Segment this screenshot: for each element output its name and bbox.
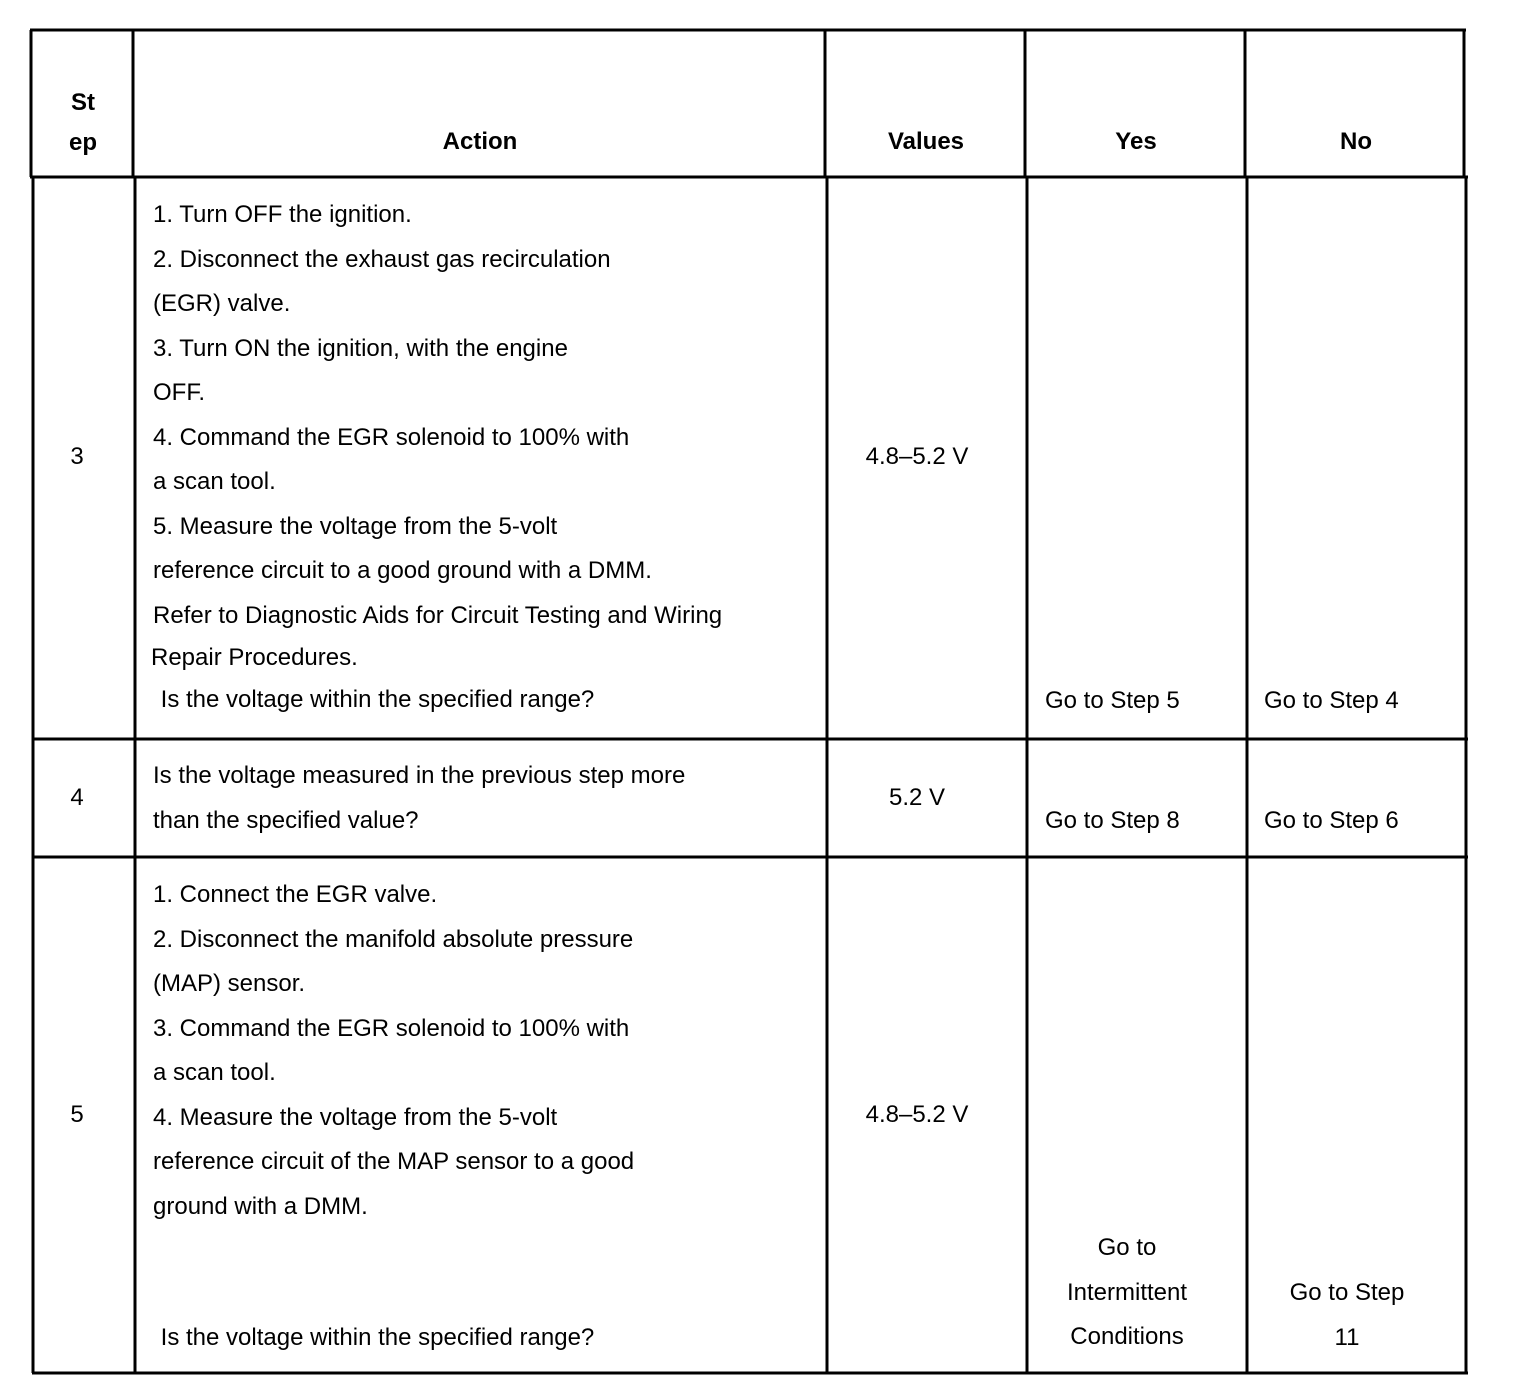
row-5-action-line: a scan tool. [153, 1059, 276, 1086]
row-5-action-line: ground with a DMM. [153, 1192, 368, 1220]
row-5-value: 4.8–5.2 V [865, 1101, 969, 1128]
row-4-yes: Go to Step 8 [1045, 807, 1180, 834]
row-3-action-line: 3. Turn ON the ignition, with the engine [153, 334, 568, 362]
row-5-no [1247, 1271, 1447, 1360]
header-step-line2: ep [68, 129, 97, 156]
header-yes: Yes [1115, 128, 1157, 155]
row-3-action-line: 1. Turn OFF the ignition. [153, 201, 412, 228]
row-4-step: 4 [70, 784, 84, 811]
row-5-yes-line: Go to [1097, 1234, 1157, 1261]
row-4-action [153, 754, 823, 843]
row-4-action-line: than the specified value? [153, 806, 419, 834]
row-3-action-line: a scan tool. [153, 468, 276, 495]
row-3-value: 4.8–5.2 V [865, 443, 969, 470]
row-3-action-line: reference circuit to a good ground with a DMM. [153, 557, 652, 584]
row-5-action [153, 873, 823, 1229]
row-5-action-line: 4. Measure the voltage from the 5-volt [153, 1103, 558, 1131]
row-3-action-line: 4. Command the EGR solenoid to 100% with [153, 423, 630, 451]
row-3-action-line: Refer to Diagnostic Aids for Circuit Testing and Wiring [153, 601, 723, 629]
row-5-no-line: Go to Step [1289, 1279, 1405, 1306]
row-5-action-line: (MAP) sensor. [153, 970, 306, 997]
header-step [33, 83, 133, 163]
row-3-action [153, 193, 823, 723]
row-5-action-line: reference circuit of the MAP sensor to a good [153, 1148, 635, 1175]
row-4-value: 5.2 V [888, 784, 946, 811]
row-5-yes-line: Conditions [1070, 1323, 1184, 1350]
row-5-action-line: 3. Command the EGR solenoid to 100% with [153, 1014, 630, 1042]
row-4-no: Go to Step 6 [1264, 807, 1399, 834]
row-3-action-line: OFF. [153, 379, 205, 406]
row-3-action-line: Is the voltage within the specified range? [154, 686, 595, 713]
row-3-yes: Go to Step 5 [1045, 687, 1180, 714]
row-3-action-line: Repair Procedures. [151, 644, 358, 671]
header-no: No [1340, 128, 1372, 155]
header-step-line1: St [71, 89, 95, 116]
row-3-action-line: 2. Disconnect the exhaust gas recirculation [153, 245, 611, 273]
header-action: Action [442, 128, 518, 155]
row-3-action-line: 5. Measure the voltage from the 5-volt [153, 512, 558, 540]
row-3-no: Go to Step 4 [1264, 687, 1399, 714]
header-values: Values [887, 128, 965, 155]
row-4-action-line: Is the voltage measured in the previous step more [153, 762, 686, 789]
row-5-action-line: 1. Connect the EGR valve. [153, 881, 438, 908]
row-5-no-line: 11 [1334, 1323, 1360, 1351]
row-3-action-line: (EGR) valve. [153, 290, 291, 317]
row-5-question: Is the voltage within the specified range? [154, 1324, 595, 1351]
row-5-yes [1027, 1226, 1227, 1360]
row-5-step: 5 [70, 1101, 84, 1128]
row-5-action-line: 2. Disconnect the manifold absolute pressure [153, 925, 634, 953]
row-3-step: 3 [70, 443, 84, 470]
row-5-yes-line: Intermittent [1066, 1278, 1188, 1306]
